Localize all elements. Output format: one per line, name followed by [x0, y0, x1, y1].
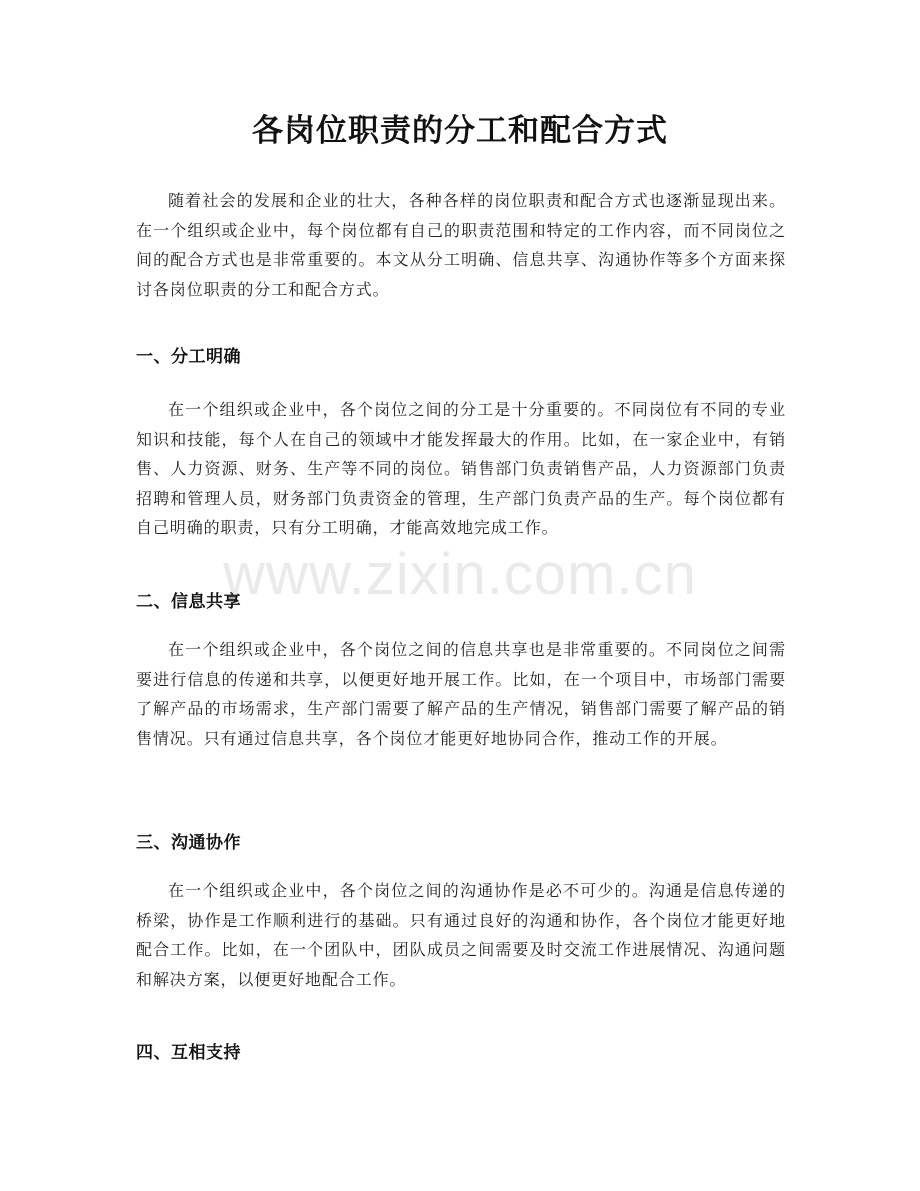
intro-paragraph: 随着社会的发展和企业的壮大，各种各样的岗位职责和配合方式也逐渐显现出来。在一个组织或企业中，每个岗位都有自己的职责范围和特定的工作内容，而不同岗位之间的配合方式也是非常重要的。本文从分工明确、信息共享、沟通协作等多个方面来探讨各岗位职责的分工和配合方式。 — [136, 191, 786, 299]
section-body-division-of-labor: 在一个组织或企业中，各个岗位之间的分工是十分重要的。不同岗位有不同的专业知识和技能，每个人在自己的领域中才能发挥最大的作用。比如，在一家企业中，有销售、人力资源、财务、生产等不同的岗位。销售部门负责销售产品，人力资源部门负责招聘和管理人员，财务部门负责资金的管理，生产部门负责产品的生产。每个岗位都有自己明确的职责，只有分工明确，才能高效地完成工作。 — [136, 400, 786, 537]
section-heading-mutual-support: 四、互相支持 — [136, 1043, 241, 1063]
section-heading-division-of-labor: 一、分工明确 — [136, 347, 241, 367]
section-body-communication: 在一个组织或企业中，各个岗位之间的沟通协作是必不可少的。沟通是信息传递的桥梁，协作是工作顺利进行的基础。只有通过良好的沟通和协作，各个岗位才能更好地配合工作。比如，在一个团队中，团队成员之间需要及时交流工作进展情况、沟通问题和解决方案，以便更好地配合工作。 — [136, 881, 786, 989]
section-body-information-sharing: 在一个组织或企业中，各个岗位之间的信息共享也是非常重要的。不同岗位之间需要进行信息的传递和共享，以便更好地开展工作。比如，在一个项目中，市场部门需要了解产品的市场需求，生产部门需要了解产品的生产情况，销售部门需要了解产品的销售情况。只有通过信息共享，各个岗位才能更好地协同合作，推动工作的开展。 — [136, 640, 786, 748]
document-title: 各岗位职责的分工和配合方式 — [252, 113, 668, 149]
section-heading-communication: 三、沟通协作 — [136, 833, 241, 853]
watermark-text: www.zixin.com.cn — [223, 542, 697, 607]
section-heading-information-sharing: 二、信息共享 — [136, 592, 241, 612]
